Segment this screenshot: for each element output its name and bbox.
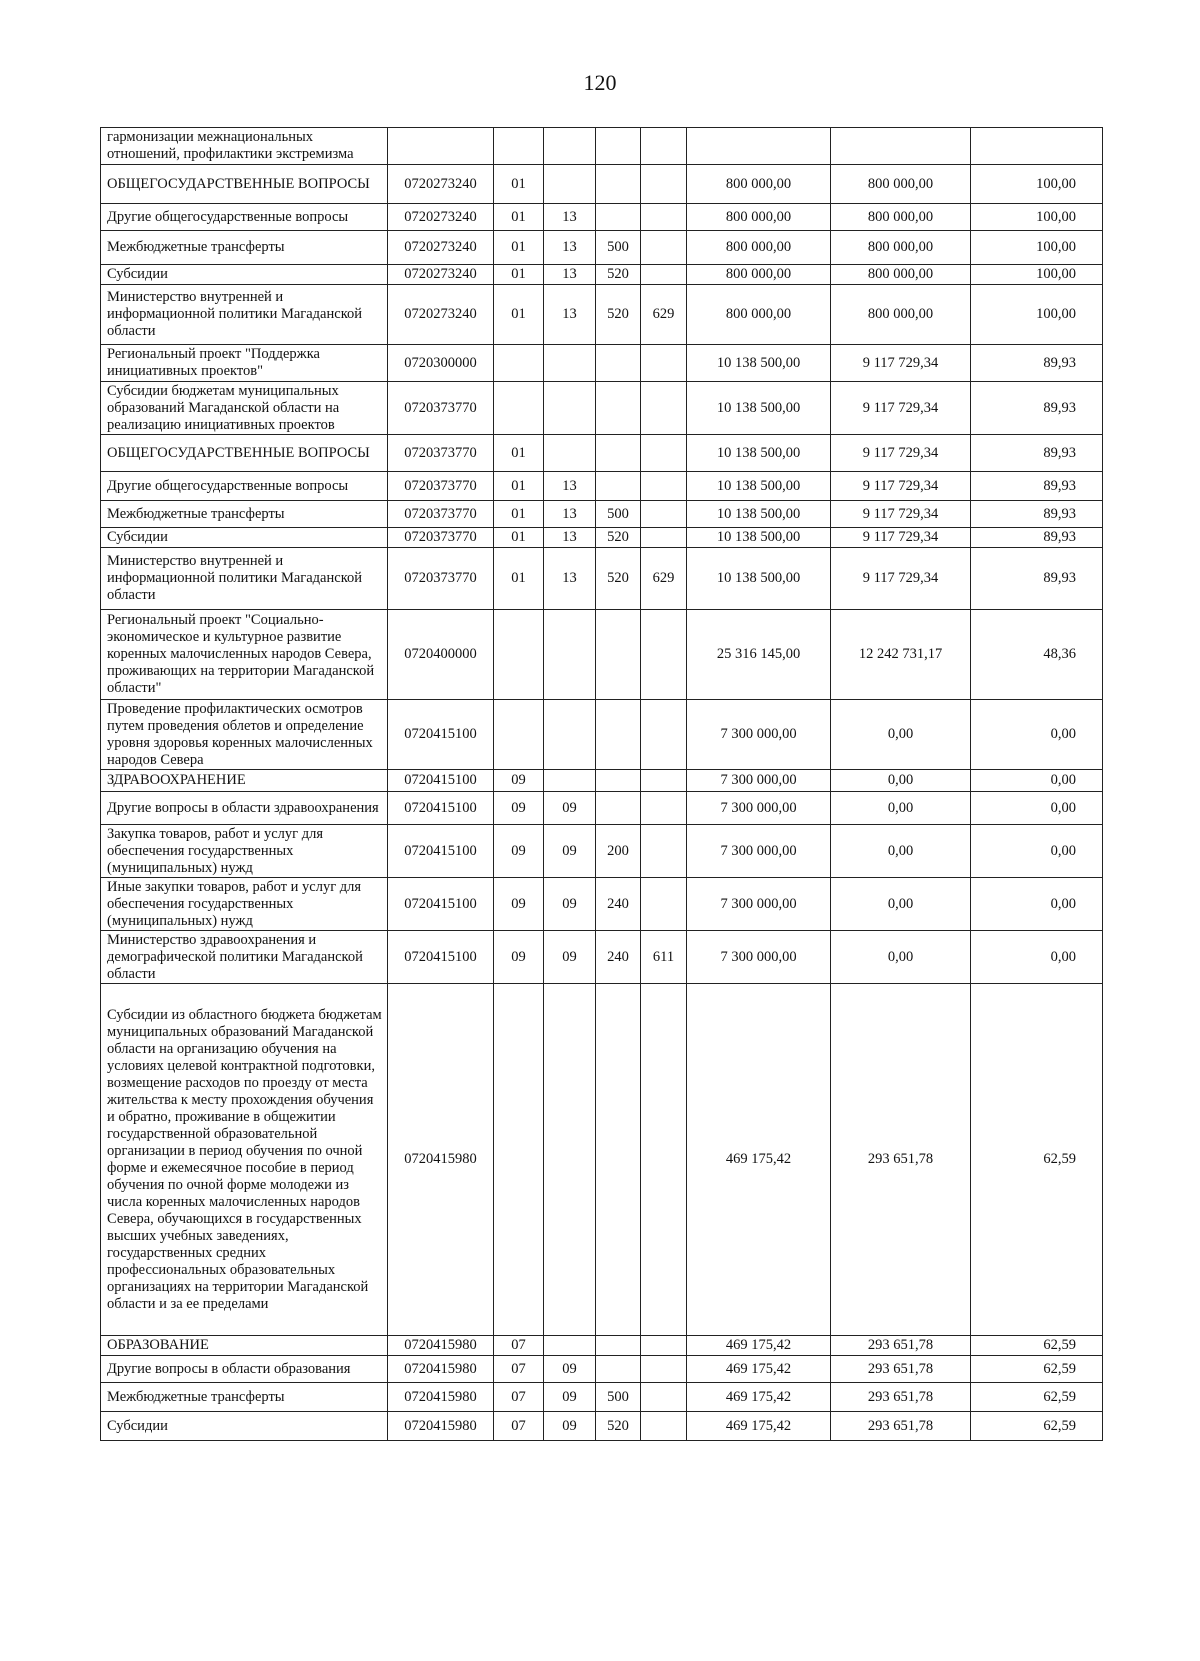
row-section-cell (494, 382, 544, 435)
row-plan-cell: 7 300 000,00 (687, 825, 831, 878)
row-plan-cell: 469 175,42 (687, 1383, 831, 1412)
row-percent-cell: 62,59 (971, 1356, 1103, 1383)
row-execution-cell: 800 000,00 (831, 165, 971, 204)
table-row (101, 231, 1103, 265)
row-expense-type-cell: 520 (596, 528, 641, 548)
row-name-cell: ОБЩЕГОСУДАРСТВЕННЫЕ ВОПРОСЫ (101, 435, 388, 472)
row-percent-cell: 0,00 (971, 700, 1103, 770)
row-expense-type-cell (596, 165, 641, 204)
row-expense-type-cell (596, 204, 641, 231)
row-name-cell: Региональный проект "Поддержка инициативных проектов" (101, 345, 388, 382)
row-plan-cell: 10 138 500,00 (687, 548, 831, 610)
row-subsection-cell: 13 (544, 231, 596, 265)
row-code-cell: 0720415100 (388, 931, 494, 984)
row-name-cell: Межбюджетные трансферты (101, 231, 388, 265)
row-plan-cell: 10 138 500,00 (687, 435, 831, 472)
row-section-cell: 01 (494, 548, 544, 610)
row-section-cell: 01 (494, 165, 544, 204)
row-administrator-cell (641, 792, 687, 825)
row-subsection-cell (544, 700, 596, 770)
row-administrator-cell (641, 472, 687, 501)
row-percent-cell: 62,59 (971, 1412, 1103, 1441)
row-section-cell: 01 (494, 231, 544, 265)
table-row (101, 825, 1103, 878)
table-row (101, 345, 1103, 382)
row-code-cell: 0720373770 (388, 528, 494, 548)
row-code-cell: 0720373770 (388, 472, 494, 501)
row-name-cell: Другие вопросы в области образования (101, 1356, 388, 1383)
row-execution-cell: 0,00 (831, 700, 971, 770)
row-section-cell: 07 (494, 1412, 544, 1441)
row-section-cell: 01 (494, 501, 544, 528)
row-plan-cell (687, 128, 831, 165)
row-subsection-cell: 13 (544, 285, 596, 345)
row-percent-cell: 100,00 (971, 265, 1103, 285)
row-expense-type-cell: 240 (596, 878, 641, 931)
row-administrator-cell (641, 501, 687, 528)
row-percent-cell (971, 128, 1103, 165)
row-administrator-cell (641, 825, 687, 878)
row-expense-type-cell (596, 435, 641, 472)
row-name-cell: Иные закупки товаров, работ и услуг для обеспечения государственных (муниципальных) нужд (101, 878, 388, 931)
row-name-cell: Региональный проект "Социально-экономическое и культурное развитие коренных малочисленных народов Севера, проживающих на территории Магаданской области" (101, 610, 388, 700)
row-expense-type-cell: 240 (596, 931, 641, 984)
row-code-cell: 0720415100 (388, 700, 494, 770)
row-section-cell: 07 (494, 1356, 544, 1383)
row-expense-type-cell: 200 (596, 825, 641, 878)
table-row (101, 792, 1103, 825)
row-section-cell (494, 700, 544, 770)
row-execution-cell: 800 000,00 (831, 265, 971, 285)
row-subsection-cell: 13 (544, 472, 596, 501)
row-administrator-cell (641, 610, 687, 700)
row-plan-cell: 469 175,42 (687, 984, 831, 1336)
row-section-cell (494, 128, 544, 165)
row-subsection-cell: 09 (544, 792, 596, 825)
row-execution-cell: 0,00 (831, 792, 971, 825)
row-subsection-cell: 13 (544, 501, 596, 528)
row-expense-type-cell (596, 345, 641, 382)
row-name-cell: Межбюджетные трансферты (101, 1383, 388, 1412)
row-plan-cell: 469 175,42 (687, 1336, 831, 1356)
table-row (101, 548, 1103, 610)
row-name-cell: Другие общегосударственные вопросы (101, 204, 388, 231)
row-name-cell: Субсидии (101, 528, 388, 548)
table-row (101, 610, 1103, 700)
row-execution-cell: 9 117 729,34 (831, 345, 971, 382)
row-code-cell: 0720415980 (388, 1336, 494, 1356)
row-section-cell: 09 (494, 770, 544, 792)
row-section-cell: 01 (494, 528, 544, 548)
table-row (101, 1356, 1103, 1383)
row-name-cell: Министерство внутренней и информационной политики Магаданской области (101, 285, 388, 345)
row-name-cell: Межбюджетные трансферты (101, 501, 388, 528)
row-administrator-cell (641, 345, 687, 382)
row-execution-cell: 12 242 731,17 (831, 610, 971, 700)
row-plan-cell: 7 300 000,00 (687, 931, 831, 984)
row-name-cell: Субсидии из областного бюджета бюджетам муниципальных образований Магаданской области на организацию обучения на условиях целевой контрактной подготовки, возмещение расходов по проезду от места жительства к месту прохождения обучения и обратно, проживание в общежитии государственной образовательной организации в период обучения по очной форме и ежемесячное пособие в период обучения по очной форме молодежи из числа коренных малочисленных народов Севера, обучающихся в государственных высших учебных заведениях, государственных средних профессиональных образовательных организациях на территории Магаданской области и за ее пределами (101, 984, 388, 1336)
row-percent-cell: 62,59 (971, 1383, 1103, 1412)
row-subsection-cell: 13 (544, 548, 596, 610)
row-subsection-cell (544, 128, 596, 165)
row-plan-cell: 7 300 000,00 (687, 878, 831, 931)
row-administrator-cell (641, 231, 687, 265)
row-percent-cell: 89,93 (971, 548, 1103, 610)
row-administrator-cell (641, 165, 687, 204)
row-section-cell: 09 (494, 825, 544, 878)
row-code-cell: 0720415100 (388, 770, 494, 792)
row-administrator-cell (641, 1383, 687, 1412)
row-execution-cell: 800 000,00 (831, 285, 971, 345)
row-section-cell: 07 (494, 1383, 544, 1412)
row-code-cell: 0720415100 (388, 792, 494, 825)
row-expense-type-cell: 500 (596, 231, 641, 265)
row-administrator-cell (641, 204, 687, 231)
row-percent-cell: 100,00 (971, 204, 1103, 231)
row-expense-type-cell (596, 128, 641, 165)
row-percent-cell: 89,93 (971, 472, 1103, 501)
row-percent-cell: 89,93 (971, 528, 1103, 548)
row-expense-type-cell (596, 792, 641, 825)
row-percent-cell: 0,00 (971, 931, 1103, 984)
row-code-cell: 0720273240 (388, 265, 494, 285)
row-name-cell: ЗДРАВООХРАНЕНИЕ (101, 770, 388, 792)
table-row (101, 472, 1103, 501)
row-plan-cell: 800 000,00 (687, 165, 831, 204)
row-percent-cell: 48,36 (971, 610, 1103, 700)
table-row (101, 931, 1103, 984)
row-plan-cell: 469 175,42 (687, 1412, 831, 1441)
row-execution-cell: 293 651,78 (831, 1356, 971, 1383)
row-subsection-cell: 09 (544, 1356, 596, 1383)
row-percent-cell: 89,93 (971, 435, 1103, 472)
row-percent-cell: 89,93 (971, 345, 1103, 382)
row-execution-cell: 800 000,00 (831, 204, 971, 231)
row-section-cell: 01 (494, 435, 544, 472)
row-plan-cell: 800 000,00 (687, 265, 831, 285)
row-name-cell: Субсидии (101, 1412, 388, 1441)
row-plan-cell: 10 138 500,00 (687, 345, 831, 382)
table-row (101, 285, 1103, 345)
row-code-cell: 0720415100 (388, 878, 494, 931)
row-expense-type-cell: 520 (596, 1412, 641, 1441)
row-plan-cell: 7 300 000,00 (687, 792, 831, 825)
row-code-cell: 0720273240 (388, 165, 494, 204)
row-subsection-cell (544, 984, 596, 1336)
row-administrator-cell (641, 382, 687, 435)
row-code-cell: 0720415980 (388, 1383, 494, 1412)
row-subsection-cell: 09 (544, 1383, 596, 1412)
row-name-cell: Другие общегосударственные вопросы (101, 472, 388, 501)
row-expense-type-cell: 500 (596, 1383, 641, 1412)
row-subsection-cell: 13 (544, 528, 596, 548)
row-code-cell: 0720415980 (388, 1356, 494, 1383)
row-section-cell (494, 345, 544, 382)
table-row (101, 265, 1103, 285)
row-plan-cell: 800 000,00 (687, 204, 831, 231)
page-number: 120 (583, 70, 617, 95)
row-subsection-cell (544, 610, 596, 700)
row-execution-cell: 0,00 (831, 770, 971, 792)
row-subsection-cell: 13 (544, 204, 596, 231)
row-administrator-cell (641, 700, 687, 770)
row-expense-type-cell: 500 (596, 501, 641, 528)
row-expense-type-cell (596, 770, 641, 792)
row-subsection-cell (544, 770, 596, 792)
row-execution-cell: 9 117 729,34 (831, 435, 971, 472)
table-row (101, 700, 1103, 770)
table-row (101, 382, 1103, 435)
row-plan-cell: 10 138 500,00 (687, 501, 831, 528)
row-expense-type-cell (596, 1356, 641, 1383)
row-subsection-cell: 09 (544, 1412, 596, 1441)
row-code-cell: 0720400000 (388, 610, 494, 700)
row-expense-type-cell: 520 (596, 548, 641, 610)
table-row (101, 528, 1103, 548)
row-percent-cell: 0,00 (971, 878, 1103, 931)
row-section-cell: 09 (494, 931, 544, 984)
row-subsection-cell (544, 382, 596, 435)
row-section-cell: 01 (494, 472, 544, 501)
row-administrator-cell (641, 878, 687, 931)
row-plan-cell: 7 300 000,00 (687, 770, 831, 792)
row-plan-cell: 10 138 500,00 (687, 472, 831, 501)
row-administrator-cell (641, 435, 687, 472)
row-name-cell: Министерство внутренней и информационной политики Магаданской области (101, 548, 388, 610)
row-name-cell: гармонизации межнациональных отношений, профилактики экстремизма (101, 128, 388, 165)
row-percent-cell: 89,93 (971, 382, 1103, 435)
row-percent-cell: 0,00 (971, 792, 1103, 825)
row-section-cell (494, 984, 544, 1336)
row-name-cell: Закупка товаров, работ и услуг для обеспечения государственных (муниципальных) нужд (101, 825, 388, 878)
row-name-cell: Субсидии бюджетам муниципальных образований Магаданской области на реализацию инициативных проектов (101, 382, 388, 435)
row-expense-type-cell (596, 382, 641, 435)
row-subsection-cell (544, 165, 596, 204)
row-execution-cell: 9 117 729,34 (831, 382, 971, 435)
row-execution-cell: 293 651,78 (831, 1383, 971, 1412)
row-plan-cell: 800 000,00 (687, 285, 831, 345)
table-row (101, 878, 1103, 931)
row-execution-cell: 9 117 729,34 (831, 528, 971, 548)
table-row (101, 1336, 1103, 1356)
table-row (101, 770, 1103, 792)
row-execution-cell: 800 000,00 (831, 231, 971, 265)
row-code-cell: 0720415100 (388, 825, 494, 878)
row-code-cell: 0720415980 (388, 1412, 494, 1441)
row-plan-cell: 25 316 145,00 (687, 610, 831, 700)
row-code-cell: 0720373770 (388, 435, 494, 472)
row-name-cell: ОБЩЕГОСУДАРСТВЕННЫЕ ВОПРОСЫ (101, 165, 388, 204)
row-name-cell: Проведение профилактических осмотров путем проведения облетов и определение уровня здоровья коренных малочисленных народов Севера (101, 700, 388, 770)
row-code-cell: 0720373770 (388, 548, 494, 610)
row-subsection-cell: 09 (544, 878, 596, 931)
row-plan-cell: 10 138 500,00 (687, 382, 831, 435)
row-section-cell: 07 (494, 1336, 544, 1356)
row-expense-type-cell (596, 610, 641, 700)
row-subsection-cell: 09 (544, 931, 596, 984)
row-code-cell: 0720273240 (388, 285, 494, 345)
row-name-cell: Субсидии (101, 265, 388, 285)
row-administrator-cell (641, 1336, 687, 1356)
row-administrator-cell (641, 128, 687, 165)
row-section-cell: 09 (494, 792, 544, 825)
row-code-cell (388, 128, 494, 165)
row-section-cell (494, 610, 544, 700)
row-percent-cell: 0,00 (971, 770, 1103, 792)
table-row (101, 1383, 1103, 1412)
row-plan-cell: 469 175,42 (687, 1356, 831, 1383)
row-expense-type-cell (596, 1336, 641, 1356)
row-expense-type-cell (596, 472, 641, 501)
row-expense-type-cell (596, 984, 641, 1336)
table-row (101, 984, 1103, 1336)
row-expense-type-cell: 520 (596, 285, 641, 345)
row-administrator-cell (641, 528, 687, 548)
table-body (101, 128, 1103, 1441)
row-administrator-cell (641, 1356, 687, 1383)
row-execution-cell: 0,00 (831, 931, 971, 984)
row-code-cell: 0720373770 (388, 382, 494, 435)
row-subsection-cell (544, 435, 596, 472)
row-administrator-cell: 629 (641, 548, 687, 610)
row-name-cell: Министерство здравоохранения и демографической политики Магаданской области (101, 931, 388, 984)
budget-table (100, 127, 1103, 1441)
row-administrator-cell: 611 (641, 931, 687, 984)
row-expense-type-cell (596, 700, 641, 770)
row-administrator-cell (641, 984, 687, 1336)
row-code-cell: 0720273240 (388, 231, 494, 265)
table-row (101, 501, 1103, 528)
row-percent-cell: 100,00 (971, 285, 1103, 345)
row-section-cell: 01 (494, 285, 544, 345)
row-execution-cell: 293 651,78 (831, 1336, 971, 1356)
row-percent-cell: 100,00 (971, 165, 1103, 204)
row-percent-cell: 89,93 (971, 501, 1103, 528)
row-code-cell: 0720415980 (388, 984, 494, 1336)
table-row (101, 204, 1103, 231)
row-execution-cell: 9 117 729,34 (831, 548, 971, 610)
row-execution-cell (831, 128, 971, 165)
row-percent-cell: 62,59 (971, 984, 1103, 1336)
row-plan-cell: 10 138 500,00 (687, 528, 831, 548)
row-administrator-cell (641, 1412, 687, 1441)
table-row (101, 165, 1103, 204)
row-subsection-cell (544, 1336, 596, 1356)
row-section-cell: 01 (494, 204, 544, 231)
row-administrator-cell: 629 (641, 285, 687, 345)
table-row (101, 128, 1103, 165)
row-execution-cell: 293 651,78 (831, 984, 971, 1336)
row-section-cell: 01 (494, 265, 544, 285)
row-administrator-cell (641, 770, 687, 792)
row-expense-type-cell: 520 (596, 265, 641, 285)
row-plan-cell: 800 000,00 (687, 231, 831, 265)
row-execution-cell: 9 117 729,34 (831, 472, 971, 501)
row-name-cell: Другие вопросы в области здравоохранения (101, 792, 388, 825)
row-name-cell: ОБРАЗОВАНИЕ (101, 1336, 388, 1356)
row-code-cell: 0720273240 (388, 204, 494, 231)
table-row (101, 435, 1103, 472)
row-execution-cell: 0,00 (831, 878, 971, 931)
row-section-cell: 09 (494, 878, 544, 931)
row-percent-cell: 0,00 (971, 825, 1103, 878)
table-row (101, 1412, 1103, 1441)
row-plan-cell: 7 300 000,00 (687, 700, 831, 770)
row-administrator-cell (641, 265, 687, 285)
row-execution-cell: 0,00 (831, 825, 971, 878)
row-percent-cell: 100,00 (971, 231, 1103, 265)
row-subsection-cell: 09 (544, 825, 596, 878)
row-code-cell: 0720373770 (388, 501, 494, 528)
row-code-cell: 0720300000 (388, 345, 494, 382)
row-subsection-cell: 13 (544, 265, 596, 285)
row-percent-cell: 62,59 (971, 1336, 1103, 1356)
row-execution-cell: 9 117 729,34 (831, 501, 971, 528)
row-execution-cell: 293 651,78 (831, 1412, 971, 1441)
row-subsection-cell (544, 345, 596, 382)
